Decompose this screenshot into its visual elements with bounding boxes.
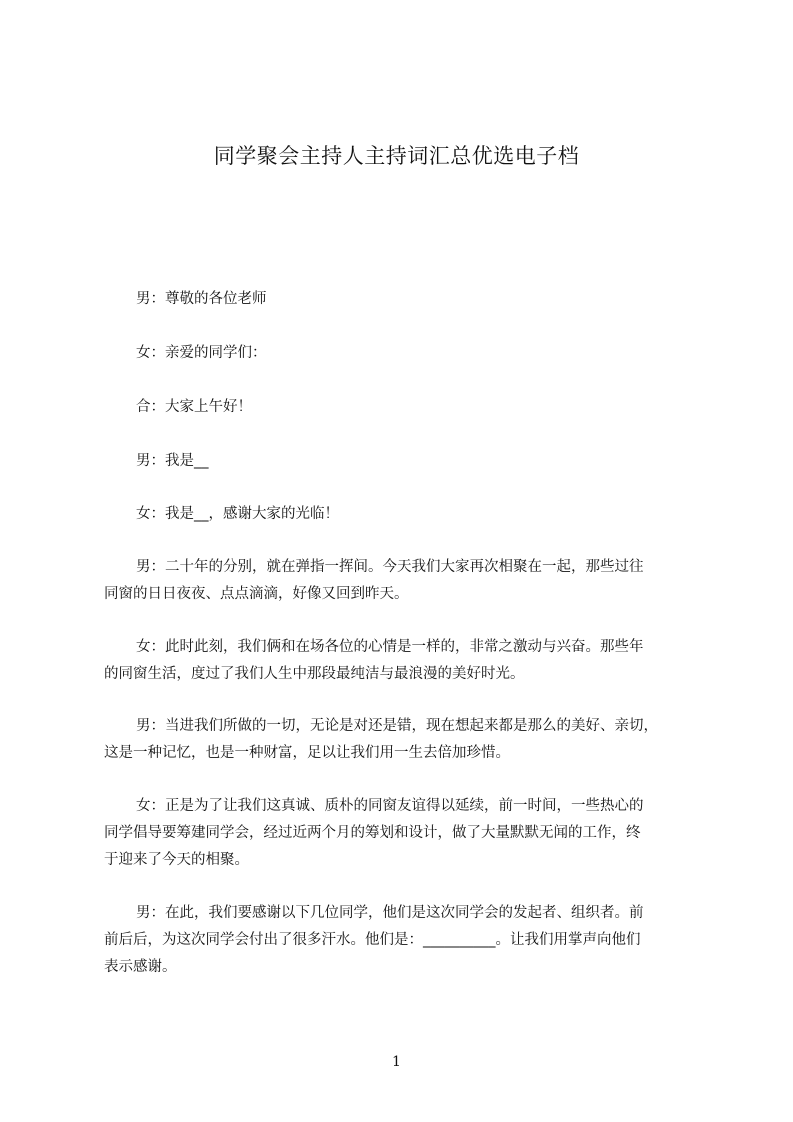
paragraph-line: 男：二十年的分别，就在弹指一挥间。今天我们大家再次相聚在一起，那些过往 (136, 559, 644, 575)
paragraph-line: 女：亲爱的同学们： (136, 345, 267, 361)
paragraph-line: 同窗的日日夜夜、点点滴滴，好像又回到昨天。 (104, 586, 409, 602)
paragraph-line: 的同窗生活，度过了我们人生中那段最纯洁与最浪漫的美好时光。 (104, 666, 525, 682)
paragraph-line: 女：我是__，感谢大家的光临！ (136, 506, 339, 522)
paragraph-line: 男：尊敬的各位老师 (136, 291, 267, 307)
paragraph-line: 女：此时此刻，我们俩和在场各位的心情是一样的，非常之激动与兴奋。那些年 (136, 639, 644, 655)
paragraph-line: 女：正是为了让我们这真诚、质朴的同窗友谊得以延续，前一时间，一些热心的 (136, 798, 644, 814)
paragraph-line: 前后后，为这次同学会付出了很多汗水。他们是：__________。让我们用掌声向他们 (104, 932, 641, 948)
paragraph-line: 于迎来了今天的相聚。 (104, 852, 249, 868)
paragraph-line: 男：当进我们所做的一切，无论是对还是错，现在想起来都是那么的美好、亲切， (136, 718, 658, 734)
paragraph-line: 表示感谢。 (104, 959, 177, 975)
paragraph-line: 同学倡导要筹建同学会，经过近两个月的筹划和设计，做了大量默默无闻的工作，终 (104, 825, 641, 841)
document-title: 同学聚会主持人主持词汇总优选电子档 (213, 144, 580, 168)
paragraph-line: 这是一种记忆，也是一种财富，足以让我们用一生去倍加珍惜。 (104, 745, 510, 761)
paragraph-line: 男：在此，我们要感谢以下几位同学，他们是这次同学会的发起者、组织者。前 (136, 905, 644, 921)
page-number: 1 (392, 1054, 401, 1070)
paragraph-line: 男：我是__ (136, 453, 209, 469)
paragraph-line: 合：大家上午好！ (136, 399, 252, 415)
